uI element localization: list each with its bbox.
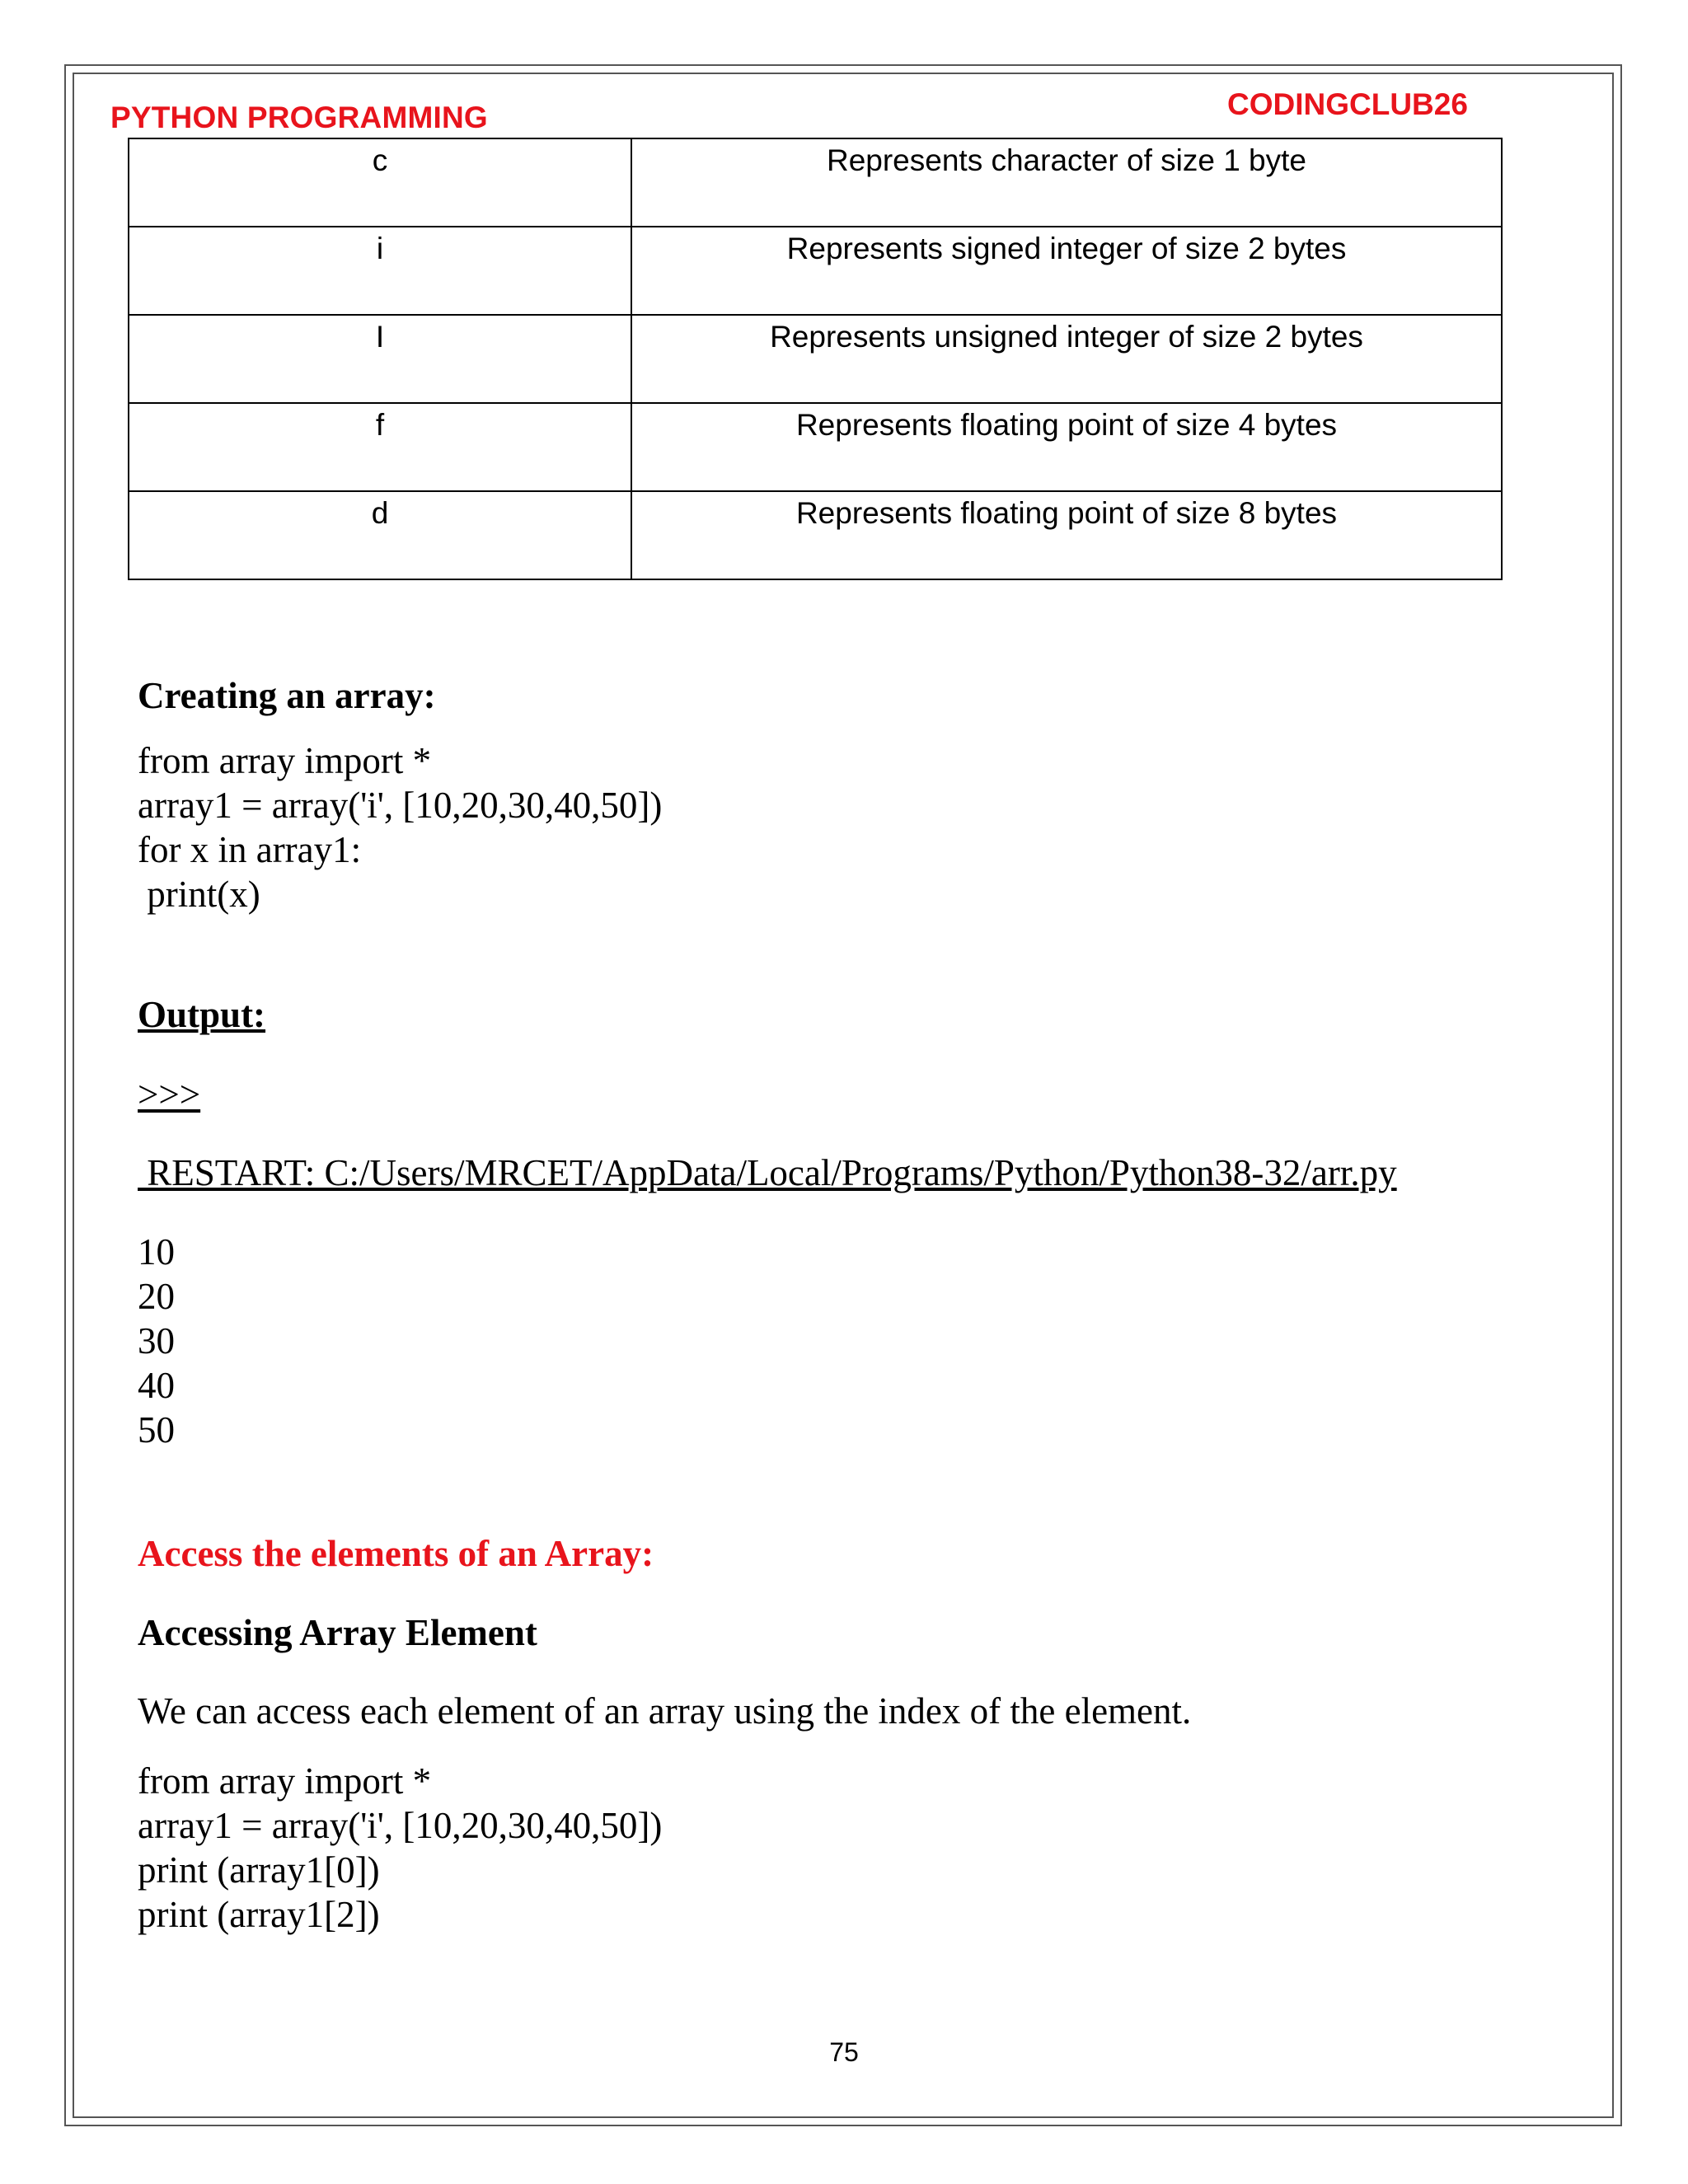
- code-line: print (array1[2]): [138, 1894, 380, 1935]
- header-course-title: PYTHON PROGRAMMING: [110, 101, 488, 134]
- code-line: array1 = array('i', [10,20,30,40,50]): [138, 1805, 663, 1846]
- type-code-cell: I: [129, 315, 631, 403]
- access-description: We can access each element of an array using the index of the element.: [138, 1690, 1192, 1732]
- shell-prompt: >>>: [138, 1074, 201, 1115]
- type-code-cell: d: [129, 491, 631, 579]
- type-code-cell: f: [129, 403, 631, 491]
- type-description-cell: Represents floating point of size 4 bytes: [631, 403, 1502, 491]
- table-row: [129, 491, 1502, 579]
- output-value: 30: [138, 1320, 175, 1361]
- output-values: [138, 1230, 175, 1452]
- output-value: 20: [138, 1276, 175, 1317]
- page-number: 75: [829, 2037, 859, 2067]
- type-description-cell: Represents signed integer of size 2 bytes: [631, 227, 1502, 315]
- output-value: 10: [138, 1231, 175, 1272]
- header-club-name: CODINGCLUB26: [1227, 87, 1468, 121]
- type-code-cell: c: [129, 138, 631, 227]
- type-code-table: [128, 138, 1503, 580]
- output-value: 40: [138, 1365, 175, 1406]
- code-line: from array import *: [138, 1760, 432, 1802]
- table-row: [129, 138, 1502, 227]
- accessing-element-subheading: Accessing Array Element: [138, 1612, 537, 1653]
- creating-array-code: [138, 738, 662, 916]
- code-line: for x in array1:: [138, 829, 362, 870]
- table-row: [129, 227, 1502, 315]
- table-row: [129, 315, 1502, 403]
- table-row: [129, 403, 1502, 491]
- type-description-cell: Represents floating point of size 8 bytes: [631, 491, 1502, 579]
- type-description-cell: Represents character of size 1 byte: [631, 138, 1502, 227]
- restart-line: RESTART: C:/Users/MRCET/AppData/Local/Programs/Python/Python38-32/arr.py: [138, 1152, 1397, 1193]
- output-value: 50: [138, 1409, 175, 1451]
- code-line: print(x): [138, 874, 260, 915]
- creating-array-heading: Creating an array:: [138, 675, 436, 716]
- access-elements-heading: Access the elements of an Array:: [138, 1533, 654, 1574]
- access-array-code: [138, 1759, 662, 1937]
- output-heading: Output:: [138, 994, 266, 1035]
- code-line: array1 = array('i', [10,20,30,40,50]): [138, 785, 663, 826]
- code-line: print (array1[0]): [138, 1849, 380, 1891]
- code-line: from array import *: [138, 740, 432, 781]
- type-description-cell: Represents unsigned integer of size 2 bytes: [631, 315, 1502, 403]
- type-code-cell: i: [129, 227, 631, 315]
